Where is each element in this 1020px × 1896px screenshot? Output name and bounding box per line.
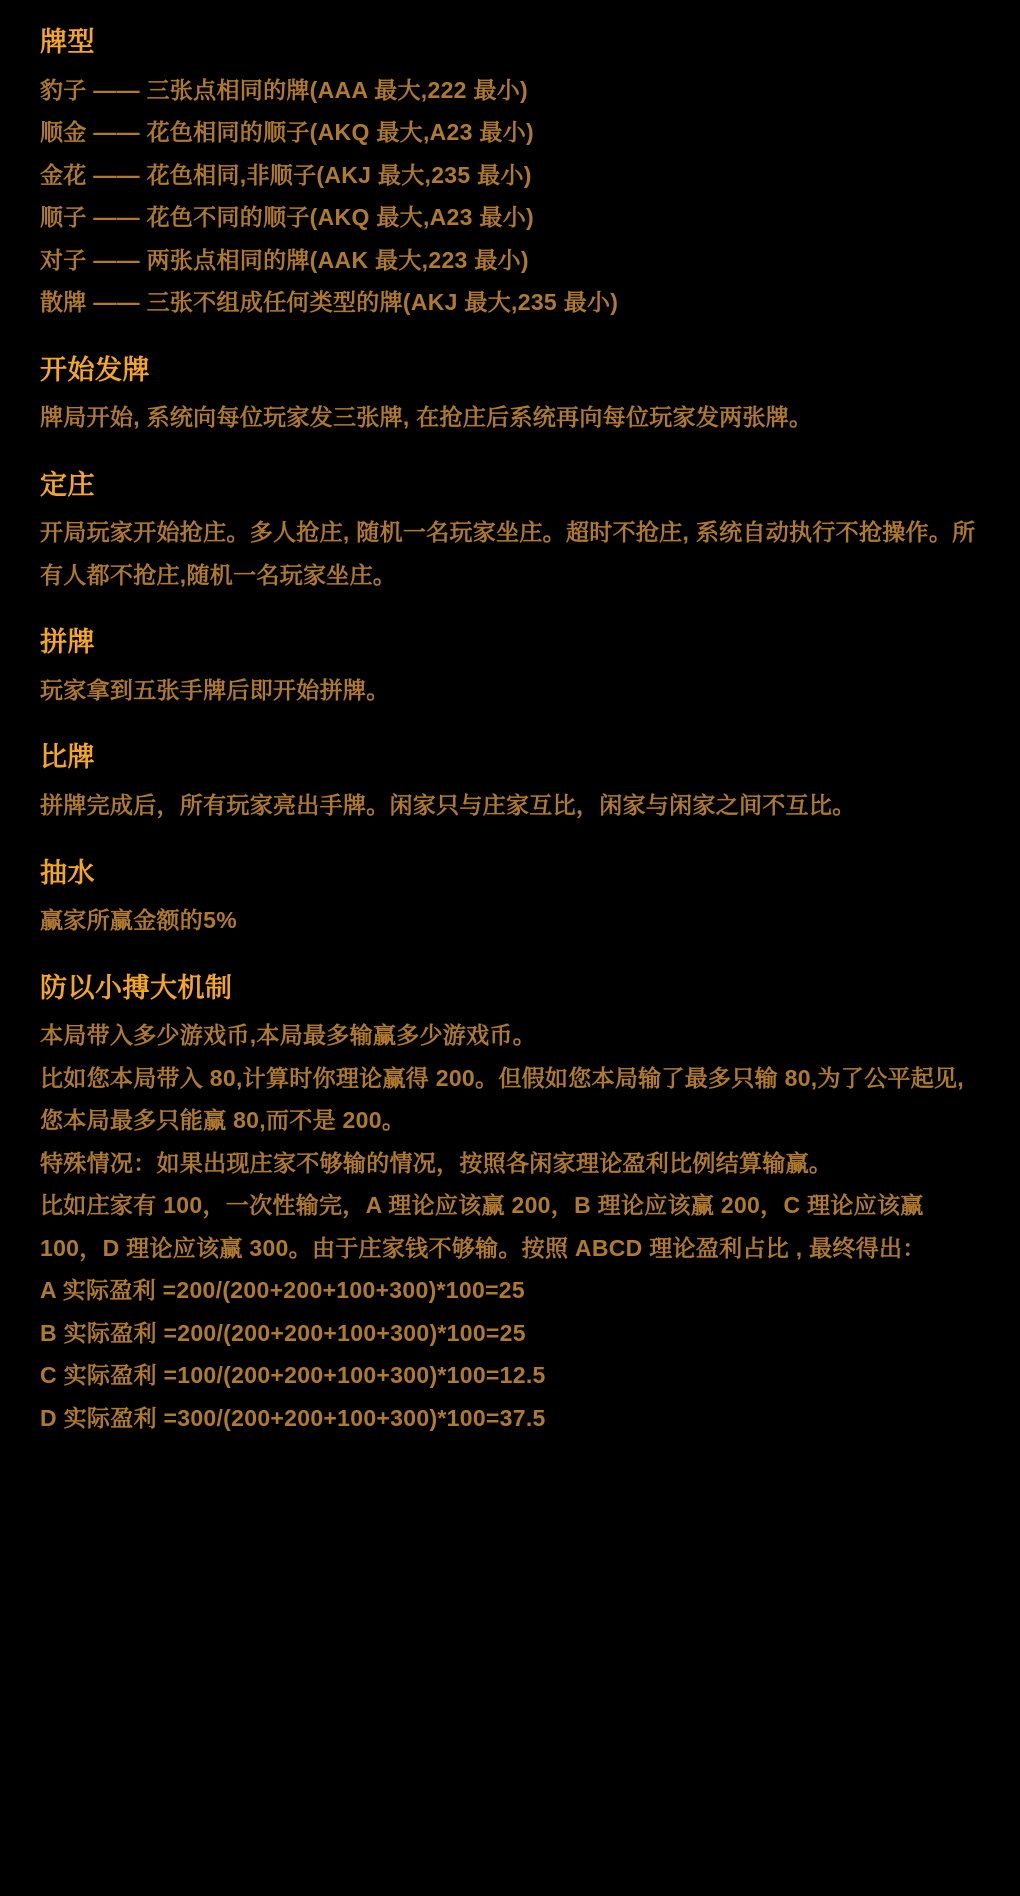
hand-type-row: 对子 —— 两张点相同的牌(AAK 最大,223 最小) <box>40 246 529 273</box>
section-title: 定庄 <box>40 469 95 500</box>
section-title: 防以小搏大机制 <box>40 972 233 1003</box>
hand-type-row: 顺金 —— 花色相同的顺子(AKQ 最大,A23 最小) <box>40 119 534 146</box>
section-paragraph: 比如庄家有 100，一次性输完，A 理论应该赢 200，B 理论应该赢 200，C 理论应该赢 100，D 理论应该赢 300。由于庄家钱不够输。按照 ABCD 理论盈利占比 , 最终得出： <box>40 1192 926 1261</box>
section-banker-decision <box>40 465 984 597</box>
payout-formula-a: A 实际盈利 =200/(200+200+100+300)*100=25 <box>40 1277 525 1304</box>
section-paragraph: 赢家所赢金额的5% <box>40 907 237 934</box>
section-paragraph: 拼牌完成后，所有玩家亮出手牌。闲家只与庄家互比，闲家与闲家之间不互比。 <box>40 791 856 818</box>
section-paragraph: 本局带入多少游戏币,本局最多输赢多少游戏币。 <box>40 1022 536 1049</box>
payout-formula-c: C 实际盈利 =100/(200+200+100+300)*100=12.5 <box>40 1362 546 1389</box>
section-title: 开始发牌 <box>40 354 150 385</box>
section-title: 拼牌 <box>40 627 95 658</box>
section-paragraph: 开局玩家开始抢庄。多人抢庄, 随机一名玩家坐庄。超时不抢庄, 系统自动执行不抢操作。所有人都不抢庄,随机一名玩家坐庄。 <box>40 519 976 588</box>
section-title: 牌型 <box>40 27 95 57</box>
section-deal-start <box>40 350 984 439</box>
section-hand-types <box>40 22 984 324</box>
hand-type-row: 顺子 —— 花色不同的顺子(AKQ 最大,A23 最小) <box>40 204 534 231</box>
hand-type-row: 散牌 —— 三张不组成任何类型的牌(AKJ 最大,235 最小) <box>40 289 619 316</box>
section-card-compare <box>40 737 984 826</box>
section-paragraph: 玩家拿到五张手牌后即开始拼牌。 <box>40 676 390 703</box>
payout-formula-b: B 实际盈利 =200/(200+200+100+300)*100=25 <box>40 1319 526 1346</box>
section-card-arrange <box>40 622 984 711</box>
payout-formula-d: D 实际盈利 =300/(200+200+100+300)*100=37.5 <box>40 1404 546 1431</box>
section-paragraph: 特殊情况：如果出现庄家不够输的情况，按照各闲家理论盈利比例结算输赢。 <box>40 1149 833 1176</box>
section-title: 抽水 <box>40 857 95 888</box>
hand-type-row: 豹子 —— 三张点相同的牌(AAA 最大,222 最小) <box>40 76 529 103</box>
section-rake <box>40 853 984 942</box>
section-anti-small-bet-mechanism <box>40 968 984 1440</box>
section-title: 比牌 <box>40 742 95 773</box>
hand-type-row: 金花 —— 花色相同,非顺子(AKJ 最大,235 最小) <box>40 161 532 188</box>
section-paragraph: 比如您本局带入 80,计算时你理论赢得 200。但假如您本局输了最多只输 80,为了公平起见,您本局最多只能赢 80,而不是 200。 <box>40 1064 964 1134</box>
section-paragraph: 牌局开始, 系统向每位玩家发三张牌, 在抢庄后系统再向每位玩家发两张牌。 <box>40 404 813 431</box>
